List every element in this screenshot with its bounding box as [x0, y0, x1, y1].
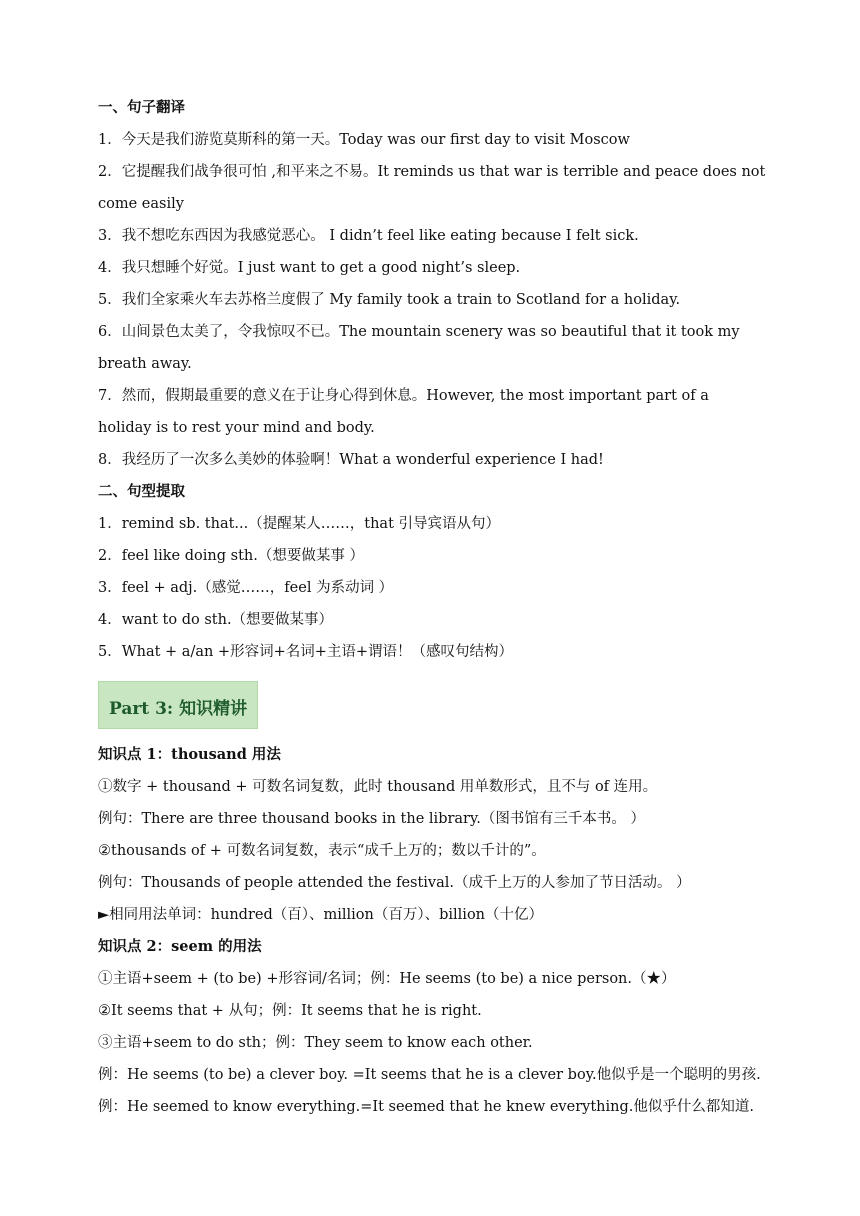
pattern-item-1: 1．remind sb. that...（提醒某人……，that 引导宾语从句）	[98, 516, 501, 532]
translation-item-7: 7．然而，假期最重要的意义在于让身心得到休息。However, the most important part of a holiday is to rest your mind and body.	[98, 388, 709, 436]
pattern-item-2: 2．feel like doing sth.（想要做某事 ）	[98, 548, 364, 564]
knowledge-point-2-title: 知识点 2：seem 的用法	[98, 938, 262, 955]
translation-item-4: 4．我只想睡个好觉。I just want to get a good night’s sleep.	[98, 260, 521, 276]
knowledge-point-1-title: 知识点 1：thousand 用法	[98, 746, 281, 763]
part3-label: Part 3: 知识精讲	[109, 699, 248, 719]
kp2-line-3: ③主语+seem to do sth；例：They seem to know each other.	[98, 1035, 533, 1051]
kp1-line-1: ①数字 + thousand + 可数名词复数，此时 thousand 用单数形式，且不与 of 连用。	[98, 779, 658, 795]
kp2-line-5: 例：He seemed to know everything.=It seemed that he knew everything.他似乎什么都知道.	[98, 1099, 754, 1115]
translation-item-2: 2．它提醒我们战争很可怕 ,和平来之不易。It reminds us that war is terrible and peace does not come easily	[98, 164, 766, 212]
kp2-line-2: ②It seems that + 从句；例：It seems that he is right.	[98, 1003, 482, 1019]
document-page	[98, 92, 766, 1123]
pattern-item-4: 4．want to do sth.（想要做某事）	[98, 612, 334, 628]
translation-item-8: 8．我经历了一次多么美妙的体验啊！What a wonderful experience I had!	[98, 452, 604, 468]
section-heading-translation: 一、句子翻译	[98, 100, 185, 116]
translation-item-5: 5．我们全家乘火车去苏格兰度假了 My family took a train to Scotland for a holiday.	[98, 292, 681, 308]
kp1-line-4: 例句：Thousands of people attended the festival.（成千上万的人参加了节日活动。 ）	[98, 875, 691, 891]
kp1-line-5: ►相同用法单词：hundred（百）、million（百万）、billion（十亿）	[98, 907, 544, 923]
kp2-line-1: ①主语+seem + (to be) +形容词/名词；例：He seems (to be) a nice person.（★）	[98, 971, 676, 987]
translation-item-3: 3．我不想吃东西因为我感觉恶心。 I didn’t feel like eating because I felt sick.	[98, 228, 639, 244]
kp1-line-2: 例句：There are three thousand books in the library.（图书馆有三千本书。 ）	[98, 811, 645, 827]
translation-item-6: 6．山间景色太美了，令我惊叹不已。The mountain scenery was so beautiful that it took my breath away.	[98, 324, 740, 372]
pattern-item-3: 3．feel + adj.（感觉……，feel 为系动词 ）	[98, 580, 394, 596]
kp1-line-3: ②thousands of + 可数名词复数，表示“成千上万的；数以千计的”。	[98, 843, 546, 859]
part3-banner	[98, 681, 258, 729]
section-heading-patterns: 二、句型提取	[98, 484, 185, 500]
kp2-line-4: 例：He seems (to be) a clever boy. =It seems that he is a clever boy.他似乎是一个聪明的男孩.	[98, 1067, 761, 1083]
pattern-item-5: 5．What + a/an +形容词+名词+主语+谓语！（感叹句结构）	[98, 644, 514, 660]
translation-item-1: 1．今天是我们游览莫斯科的第一天。Today was our first day to visit Moscow	[98, 132, 630, 148]
